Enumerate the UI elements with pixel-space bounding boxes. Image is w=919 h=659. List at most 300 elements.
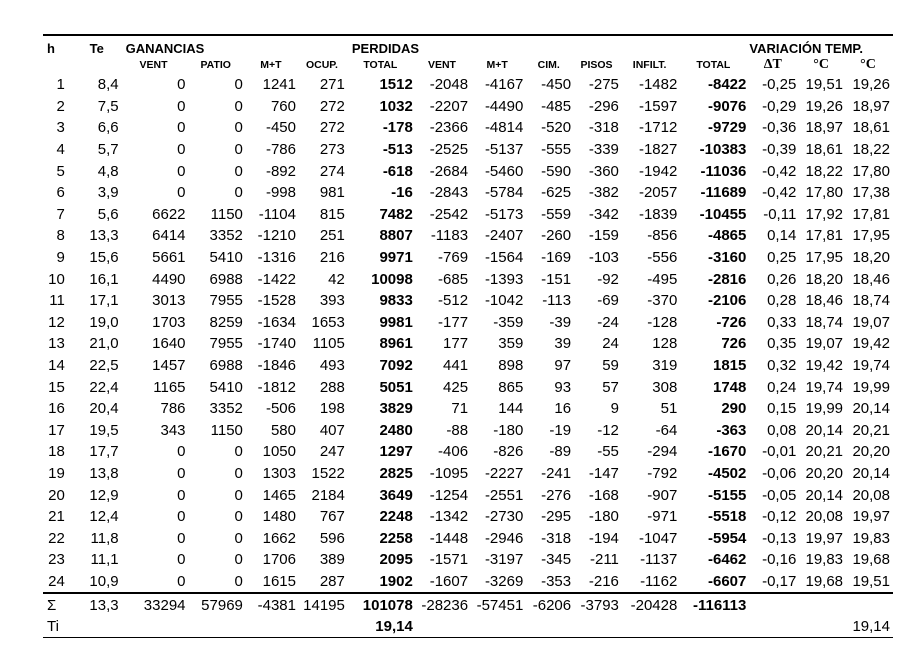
- table-cell: 1748: [713, 378, 747, 396]
- table-cell: 2480: [379, 421, 413, 439]
- table-cell: 0,24: [767, 378, 797, 396]
- table-cell: -168: [588, 486, 619, 504]
- gain-total-header: TOTAL: [363, 59, 398, 71]
- table-cell: -2048: [429, 76, 469, 94]
- table-cell: 20,21: [805, 443, 844, 461]
- table-cell: 19,83: [852, 529, 890, 547]
- table-cell: 18,46: [852, 270, 890, 288]
- table-cell: 16,1: [89, 270, 119, 288]
- table-cell: 19,83: [805, 551, 844, 569]
- table-cell: 0: [234, 508, 243, 526]
- table-cell: 0: [177, 551, 186, 569]
- variacion-temp-header: VARIACIÓN TEMP.: [749, 35, 893, 56]
- table-cell: -6462: [708, 551, 747, 569]
- table-cell: -0,11: [763, 205, 797, 223]
- table-cell: 13,8: [89, 464, 119, 482]
- table-cell: 287: [319, 572, 345, 590]
- table-cell: 726: [721, 335, 747, 353]
- table-cell: -1137: [640, 551, 678, 569]
- table-cell: 18,20: [805, 270, 844, 288]
- table-cell: 19,97: [852, 508, 890, 526]
- table-cell: 128: [652, 335, 678, 353]
- table-cell: 6988: [209, 270, 243, 288]
- table-cell: 101078: [348, 593, 416, 616]
- table-cell: 20,14: [852, 400, 890, 418]
- table-cell: -998: [265, 184, 296, 202]
- table-cell: 57: [602, 378, 619, 396]
- table-cell: Ti: [43, 616, 75, 638]
- table-cell: 19,74: [805, 378, 844, 396]
- table-cell: 18,74: [852, 292, 890, 310]
- table-cell: -3793: [574, 593, 622, 616]
- table-cell: 18,61: [852, 119, 890, 137]
- table-cell: -147: [588, 464, 619, 482]
- table-cell: 5: [56, 162, 65, 180]
- table-cell: 865: [498, 378, 524, 396]
- table-cell: -359: [493, 313, 524, 331]
- table-cell: -382: [588, 184, 619, 202]
- table-cell: 9833: [379, 292, 413, 310]
- table-cell: -556: [647, 249, 678, 267]
- table-cell: 1706: [262, 551, 296, 569]
- table-cell: 3829: [379, 400, 413, 418]
- table-row: [43, 160, 893, 182]
- table-cell: -103: [588, 249, 619, 267]
- table-cell: 308: [652, 378, 678, 396]
- table-cell: 6414: [152, 227, 186, 245]
- table-cell: -5460: [484, 162, 524, 180]
- table-cell: -4490: [484, 97, 524, 115]
- table-cell: -211: [589, 551, 619, 569]
- table-cell: 19,0: [89, 313, 119, 331]
- loss-total-header: TOTAL: [696, 59, 731, 71]
- table-cell: 19,07: [805, 335, 844, 353]
- table-row: [43, 290, 893, 312]
- table-cell: -1564: [484, 249, 524, 267]
- table-cell: -177: [438, 313, 469, 331]
- table-cell: [574, 616, 622, 638]
- table-cell: 3649: [379, 486, 413, 504]
- table-cell: 0: [177, 162, 186, 180]
- table-cell: 7092: [379, 357, 413, 375]
- gain-vent-header: VENT: [139, 59, 168, 71]
- table-cell: -180: [493, 421, 524, 439]
- table-cell: -826: [493, 443, 524, 461]
- table-row: [43, 376, 893, 398]
- table-cell: 1303: [262, 464, 296, 482]
- table-cell: 0: [234, 119, 243, 137]
- table-cell: -907: [647, 486, 678, 504]
- table-cell: -116113: [680, 593, 749, 616]
- table-cell: 0: [234, 76, 243, 94]
- table-cell: 7955: [209, 335, 243, 353]
- table-cell: -1942: [638, 162, 678, 180]
- loss-mt-header: M+T: [486, 59, 508, 71]
- table-cell: -360: [588, 162, 619, 180]
- table-cell: -0,42: [762, 184, 797, 202]
- table-cell: -1104: [258, 205, 296, 223]
- table-cell: 2184: [311, 486, 345, 504]
- table-cell: 580: [270, 421, 296, 439]
- table-cell: 1297: [379, 443, 413, 461]
- table-cell: 11: [49, 292, 65, 310]
- table-cell: -1839: [638, 205, 678, 223]
- table-cell: 0: [177, 184, 186, 202]
- table-cell: 19,26: [852, 76, 890, 94]
- table-cell: 17,81: [852, 205, 890, 223]
- table-row: [43, 484, 893, 506]
- table-cell: 5,7: [97, 141, 119, 159]
- table-cell: 4: [56, 141, 65, 159]
- table-cell: -2542: [429, 205, 469, 223]
- table-cell: 1241: [262, 76, 296, 94]
- table-cell: -8422: [708, 76, 747, 94]
- temp-start-header: °C: [813, 57, 830, 72]
- table-cell: -113: [542, 292, 572, 310]
- table-cell: 898: [498, 357, 524, 375]
- table-cell: 18,22: [805, 162, 844, 180]
- table-cell: 0: [234, 443, 243, 461]
- table-cell: 0,15: [767, 400, 797, 418]
- table-cell: -1482: [638, 76, 678, 94]
- table-cell: -128: [647, 313, 678, 331]
- table-cell: 19,42: [805, 357, 844, 375]
- table-cell: 16: [48, 400, 65, 418]
- table-cell: -0,05: [762, 486, 797, 504]
- table-cell: -513: [382, 141, 413, 159]
- table-cell: -1634: [257, 313, 296, 331]
- table-cell: 393: [319, 292, 345, 310]
- table-cell: 319: [652, 357, 678, 375]
- table-cell: 1653: [311, 313, 345, 331]
- perdidas-header: PERDIDAS: [348, 35, 574, 56]
- table-cell: [846, 593, 893, 616]
- table-cell: 17,95: [805, 249, 844, 267]
- table-cell: -1316: [257, 249, 296, 267]
- table-cell: 19,99: [805, 400, 844, 418]
- table-cell: 1615: [262, 572, 296, 590]
- table-cell: -180: [588, 508, 619, 526]
- table-cell: 1: [56, 76, 65, 94]
- table-cell: -92: [597, 270, 619, 288]
- table-cell: -1095: [429, 464, 469, 482]
- table-cell: 7482: [379, 205, 413, 223]
- table-cell: 5410: [209, 249, 243, 267]
- table-cell: 10: [48, 270, 65, 288]
- table-cell: -512: [438, 292, 469, 310]
- table-cell: [471, 616, 526, 638]
- table-cell: 19,51: [805, 76, 844, 94]
- table-cell: -0,06: [762, 464, 797, 482]
- table-cell: 1105: [312, 335, 345, 353]
- table-cell: -2366: [429, 119, 469, 137]
- table-cell: 0: [234, 97, 243, 115]
- table-cell: -5954: [708, 529, 747, 547]
- table-cell: -11689: [700, 184, 747, 202]
- table-cell: 11,1: [90, 551, 119, 569]
- table-cell: 39: [554, 335, 572, 353]
- table-cell: -178: [382, 119, 413, 137]
- table-cell: -342: [588, 205, 619, 223]
- table-cell: 5051: [379, 378, 413, 396]
- table-cell: 177: [443, 335, 469, 353]
- table-cell: -370: [647, 292, 678, 310]
- table-cell: -9729: [708, 119, 747, 137]
- table-cell: 815: [319, 205, 345, 223]
- table-cell: [799, 593, 846, 616]
- table-cell: 0: [177, 529, 186, 547]
- table-cell: 22,4: [89, 378, 119, 396]
- table-cell: 59: [602, 357, 619, 375]
- table-cell: 0,35: [767, 335, 797, 353]
- table-cell: 1815: [713, 357, 747, 375]
- table-cell: 15: [48, 378, 65, 396]
- table-cell: 1902: [379, 572, 413, 590]
- table-cell: -9076: [708, 97, 747, 115]
- table-cell: 20,14: [805, 486, 844, 504]
- table-cell: 0: [234, 572, 243, 590]
- table-cell: 23: [48, 551, 65, 569]
- table-cell: 20,20: [852, 443, 890, 461]
- table-cell: -24: [597, 313, 619, 331]
- table-cell: 5,6: [97, 205, 119, 223]
- table-cell: -295: [541, 508, 572, 526]
- table-cell: -792: [647, 464, 678, 482]
- table-cell: 3013: [152, 292, 186, 310]
- table-cell: 19,68: [852, 551, 890, 569]
- table-cell: 2248: [379, 508, 413, 526]
- table-cell: -1422: [257, 270, 296, 288]
- table-cell: 18,74: [805, 313, 844, 331]
- table-row: [43, 117, 893, 139]
- table-row: [43, 225, 893, 247]
- table-cell: 1150: [210, 205, 243, 223]
- heat-balance-table: [43, 34, 893, 638]
- table-cell: 4490: [152, 270, 186, 288]
- table-cell: -55: [597, 443, 619, 461]
- table-cell: 0: [177, 141, 186, 159]
- table-cell: 271: [319, 76, 345, 94]
- table-cell: 0: [234, 184, 243, 202]
- table-cell: 20,20: [805, 464, 844, 482]
- table-cell: -892: [265, 162, 296, 180]
- table-row: [43, 527, 893, 549]
- table-cell: 0: [177, 97, 186, 115]
- table-cell: -10383: [699, 141, 747, 159]
- table-cell: 21: [48, 508, 65, 526]
- table-cell: 767: [319, 508, 345, 526]
- table-cell: -5155: [708, 486, 747, 504]
- table-cell: -1254: [429, 486, 469, 504]
- table-cell: -856: [647, 227, 678, 245]
- table-cell: 10098: [371, 270, 413, 288]
- table-cell: 19,14: [846, 616, 893, 638]
- table-cell: -5518: [708, 508, 747, 526]
- table-cell: -1210: [257, 227, 296, 245]
- table-cell: 19: [48, 464, 65, 482]
- table-row: [43, 506, 893, 528]
- table-cell: 20,14: [805, 421, 844, 439]
- table-cell: -1042: [484, 292, 524, 310]
- table-cell: 42: [328, 270, 345, 288]
- table-cell: 0: [234, 464, 243, 482]
- table-cell: -0,17: [762, 572, 797, 590]
- table-cell: -618: [382, 162, 413, 180]
- table-cell: 19,99: [852, 378, 890, 396]
- table-cell: 97: [554, 357, 572, 375]
- table-cell: 981: [319, 184, 345, 202]
- table-cell: 0,14: [767, 227, 797, 245]
- table-row: [43, 420, 893, 442]
- table-cell: -971: [647, 508, 678, 526]
- table-cell: 1703: [152, 313, 186, 331]
- table-cell: 0: [234, 486, 243, 504]
- table-cell: 251: [319, 227, 345, 245]
- table-cell: 596: [319, 529, 345, 547]
- table-cell: 20,08: [852, 486, 890, 504]
- table-cell: -241: [541, 464, 572, 482]
- table-cell: 389: [319, 551, 345, 569]
- table-cell: -20428: [622, 593, 680, 616]
- table-cell: 407: [319, 421, 345, 439]
- table-cell: 13: [48, 335, 65, 353]
- table-cell: 0: [234, 141, 243, 159]
- table-cell: 288: [319, 378, 345, 396]
- table-cell: 0,26: [767, 270, 797, 288]
- table-cell: 0: [177, 464, 186, 482]
- table-cell: -69: [597, 292, 619, 310]
- table-cell: 0,25: [767, 249, 797, 267]
- table-cell: 14: [48, 357, 65, 375]
- table-cell: -0,01: [762, 443, 797, 461]
- table-cell: 3352: [209, 227, 243, 245]
- table-cell: -216: [588, 572, 619, 590]
- table-cell: 0: [177, 443, 186, 461]
- table-cell: 8: [56, 227, 65, 245]
- table-cell: 18,97: [805, 119, 844, 137]
- table-cell: -450: [265, 119, 296, 137]
- table-cell: 2258: [379, 529, 413, 547]
- table-cell: 17,95: [852, 227, 890, 245]
- table-cell: -2946: [484, 529, 524, 547]
- table-cell: -3269: [484, 572, 524, 590]
- table-cell: -555: [541, 141, 572, 159]
- table-cell: -4814: [484, 119, 524, 137]
- table-cell: 3: [56, 119, 65, 137]
- table-row: [43, 571, 893, 594]
- loss-infilt-header: INFILT.: [632, 59, 667, 71]
- table-cell: 19,26: [805, 97, 844, 115]
- table-cell: [246, 616, 299, 638]
- table-cell: 17,7: [89, 443, 119, 461]
- table-cell: [799, 616, 846, 638]
- table-cell: -520: [541, 119, 572, 137]
- table-row: [43, 398, 893, 420]
- table-row: [43, 312, 893, 334]
- table-cell: -1712: [638, 119, 678, 137]
- table-cell: 21,0: [89, 335, 119, 353]
- table-cell: 760: [270, 97, 296, 115]
- table-cell: -57451: [471, 593, 526, 616]
- table-cell: 18,61: [805, 141, 844, 159]
- table-cell: -1571: [429, 551, 469, 569]
- gain-mt-header: M+T: [260, 59, 282, 71]
- table-cell: 20,14: [852, 464, 890, 482]
- table-cell: -6206: [526, 593, 574, 616]
- table-row: [43, 463, 893, 485]
- table-cell: -1740: [257, 335, 296, 353]
- table-cell: -0,12: [762, 508, 797, 526]
- table-cell: 93: [554, 378, 572, 396]
- table-cell: -2816: [708, 270, 747, 288]
- table-cell: -1448: [429, 529, 469, 547]
- table-cell: 18,46: [805, 292, 844, 310]
- table-cell: 1522: [311, 464, 345, 482]
- table-cell: -2684: [429, 162, 469, 180]
- table-cell: 1165: [153, 378, 186, 396]
- table-cell: 144: [498, 400, 524, 418]
- table-cell: 2: [56, 97, 65, 115]
- table-cell: 1480: [262, 508, 296, 526]
- table-cell: 20,21: [852, 421, 890, 439]
- table-cell: 51: [660, 400, 678, 418]
- table-cell: 0: [234, 162, 243, 180]
- table-row: [43, 74, 893, 96]
- table-cell: -1812: [257, 378, 296, 396]
- table-row: [43, 139, 893, 161]
- table-cell: 22: [48, 529, 65, 547]
- table-cell: 71: [451, 400, 469, 418]
- table-cell: -318: [588, 119, 619, 137]
- table-cell: -3197: [484, 551, 524, 569]
- hour-header: h: [43, 35, 75, 56]
- table-cell: 0,32: [767, 357, 797, 375]
- table-row: [43, 441, 893, 463]
- table-cell: 18,97: [852, 97, 890, 115]
- table-cell: -4502: [708, 464, 747, 482]
- table-cell: 0: [234, 551, 243, 569]
- table-cell: -64: [655, 421, 678, 439]
- table-cell: 493: [319, 357, 345, 375]
- table-cell: 8807: [379, 227, 413, 245]
- table-cell: -2843: [429, 184, 469, 202]
- table-cell: 5661: [152, 249, 186, 267]
- table-cell: -169: [541, 249, 572, 267]
- table-cell: 0: [177, 119, 186, 137]
- table-cell: 24: [48, 572, 65, 590]
- table-cell: -786: [265, 141, 296, 159]
- table-cell: 19,97: [805, 529, 844, 547]
- table-cell: 0,33: [767, 313, 797, 331]
- table-cell: -151: [541, 270, 572, 288]
- delta-t-header: ΔT: [763, 57, 782, 72]
- table-cell: -294: [647, 443, 678, 461]
- table-cell: 20,4: [89, 400, 119, 418]
- table-cell: -625: [541, 184, 572, 202]
- table-cell: -275: [588, 76, 619, 94]
- table-cell: 0,08: [767, 421, 797, 439]
- table-cell: 9971: [379, 249, 413, 267]
- table-cell: 12,4: [89, 508, 119, 526]
- table-cell: -1393: [484, 270, 524, 288]
- table-cell: -406: [438, 443, 469, 461]
- table-cell: 290: [721, 400, 747, 418]
- loss-cim-header: CIM.: [537, 59, 560, 71]
- table-cell: -296: [588, 97, 619, 115]
- table-cell: -0,36: [762, 119, 797, 137]
- table-cell: -2407: [484, 227, 524, 245]
- table-cell: 425: [443, 378, 469, 396]
